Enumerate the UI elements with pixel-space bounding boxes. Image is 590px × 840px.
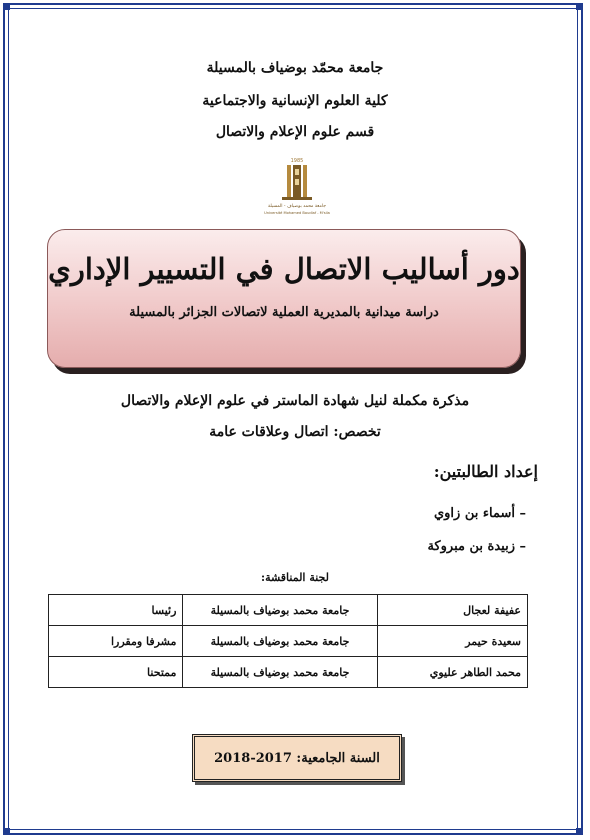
committee-table <box>48 594 528 688</box>
member-name: عفيفة لعجال <box>377 595 527 626</box>
student-name: – أسماء بن زاوي <box>433 506 526 521</box>
table-row <box>49 626 528 657</box>
faculty-name: كلية العلوم الإنسانية والاجتماعية <box>202 93 388 109</box>
table-row <box>49 657 528 688</box>
memo-purpose: مذكرة مكملة لنيل شهادة الماستر في علوم الإعلام والاتصال <box>120 393 470 409</box>
logo-caption-fr: Université Mohamed Boudiaf - M'sila <box>264 211 330 215</box>
frame-corner <box>3 828 10 835</box>
member-name: سعيدة حيمر <box>377 626 527 657</box>
member-name: محمد الطاهر عليوي <box>377 657 527 688</box>
table-row <box>49 595 528 626</box>
thesis-title: دور أساليب الاتصال في التسيير الإداري <box>48 252 520 286</box>
title-box <box>47 229 521 368</box>
student-name: – زبيدة بن مبروكة <box>427 539 526 554</box>
department-name: قسم علوم الإعلام والاتصال <box>215 124 375 140</box>
specialty: تخصص: اتصال وعلاقات عامة <box>209 424 381 440</box>
academic-year-box <box>192 734 402 782</box>
frame-corner <box>3 3 10 10</box>
thesis-subtitle: دراسة ميدانية بالمديرية العملية لاتصالات الجزائر بالمسيلة <box>129 305 439 320</box>
logo-year: 1985 <box>290 158 304 164</box>
frame-corner <box>576 3 583 10</box>
frame-corner <box>576 828 583 835</box>
academic-year: السنة الجامعية: 2017-2018 <box>214 751 380 766</box>
university-name: جامعة محمّد بوضياف بالمسيلة <box>206 60 384 76</box>
university-logo <box>252 155 342 219</box>
member-role: رئيسا <box>49 595 183 626</box>
prepared-by-label: إعداد الطالبتين: <box>433 462 538 481</box>
logo-caption-ar: جامعة محمد بوضياف - المسيلة <box>267 204 327 209</box>
member-role: مشرفا ومقررا <box>49 626 183 657</box>
member-university: جامعة محمد بوضياف بالمسيلة <box>183 626 377 657</box>
committee-label: لجنة المناقشة: <box>261 571 329 584</box>
member-university: جامعة محمد بوضياف بالمسيلة <box>183 657 377 688</box>
member-role: ممتحنا <box>49 657 183 688</box>
member-university: جامعة محمد بوضياف بالمسيلة <box>183 595 377 626</box>
